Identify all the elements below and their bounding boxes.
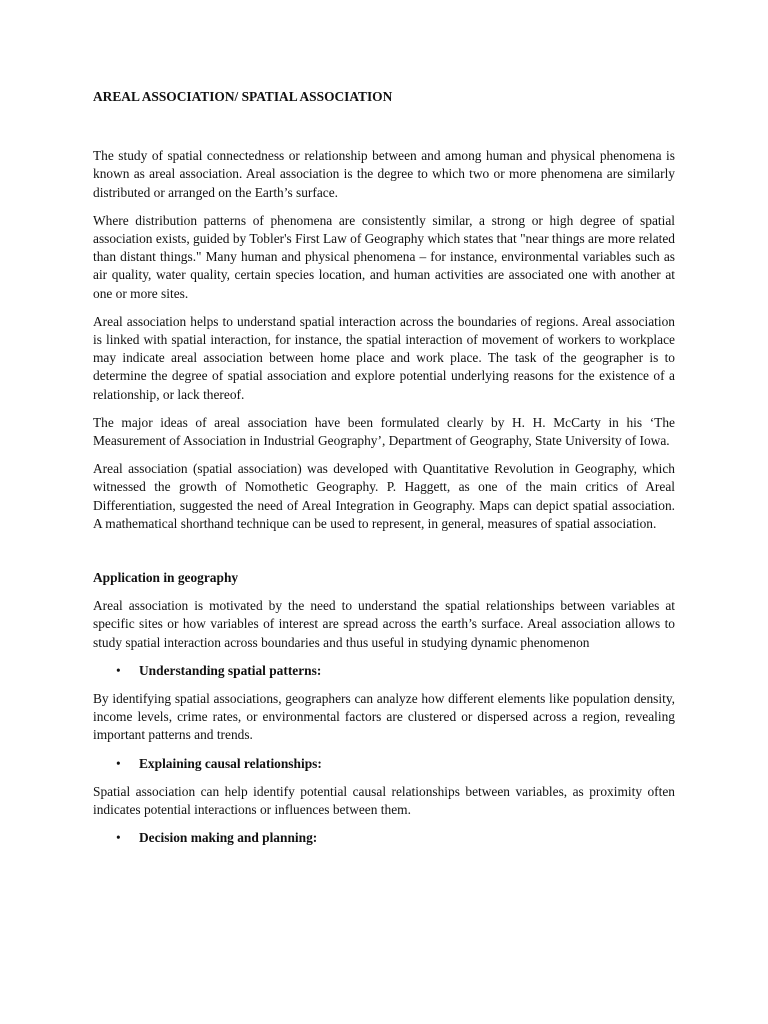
bullet-dot-icon: • (116, 830, 121, 846)
document-page (93, 88, 675, 858)
bullet-label: Understanding spatial patterns: (139, 662, 322, 678)
section-heading-application: Application in geography (93, 570, 239, 586)
bullet-label: Explaining causal relationships: (139, 755, 322, 771)
bullet-item (93, 662, 675, 680)
document-title: AREAL ASSOCIATION/ SPATIAL ASSOCIATION (93, 89, 393, 104)
intro-paragraph: Areal association helps to understand spatial interaction across the boundaries of regions. Areal association is linked with spatial interaction, for instance, the spatial interaction of movement of workers to workplace may indicate areal association between home place and work place. The task of the geographer is to determine the degree of spatial association and explore potential underlying reasons for the existence of a relationship, or lack thereof. (93, 313, 675, 402)
bullet-paragraph: By identifying spatial associations, geographers can analyze how different elements like population density, income levels, crime rates, or environmental factors are clustered or dispersed across a region, revealing important patterns and trends. (93, 691, 675, 743)
bullet-label: Decision making and planning: (139, 830, 318, 846)
intro-paragraph: The study of spatial connectedness or relationship between and among human and physical phenomena is known as areal association. Areal association is the degree to which two or more phenomena are similarly distributed or arranged on the Earth’s surface. (93, 148, 675, 200)
bullet-paragraph: Spatial association can help identify potential causal relationships between variables, as proximity often indicates potential interactions or influences between them. (93, 783, 675, 818)
bullet-dot-icon: • (116, 662, 121, 678)
bullet-item (93, 829, 675, 847)
bullet-item (93, 755, 675, 773)
intro-paragraph: Areal association (spatial association) was developed with Quantitative Revolution in Geography, which witnessed the growth of Nomothetic Geography. P. Haggett, as one of the main critics of Areal Differentiation, suggested the need of Areal Integration in Geography. Maps can depict spatial association. A mathematical shorthand technique can be used to represent, in general, measures of spatial association. (93, 461, 675, 531)
intro-paragraph: The major ideas of areal association have been formulated clearly by H. H. McCarty in his ‘The Measurement of Association in Industrial Geography’, Department of Geography, State University of Iowa. (93, 414, 675, 449)
intro-paragraph: Where distribution patterns of phenomena are consistently similar, a strong or high degree of spatial association exists, guided by Tobler's First Law of Geography which states that "near things are more related than distant things." Many human and physical phenomena – for instance, environmental variables such as air quality, water quality, certain species location, and human activities are associated one with another at one or more sites. (93, 212, 675, 301)
application-intro: Areal association is motivated by the need to understand the spatial relationships between variables at specific sites or how variables of interest are spread across the earth’s surface. Areal association allows to study spatial interaction across boundaries and thus useful in studying dynamic phenomenon (93, 598, 675, 650)
bullet-dot-icon: • (116, 755, 121, 771)
